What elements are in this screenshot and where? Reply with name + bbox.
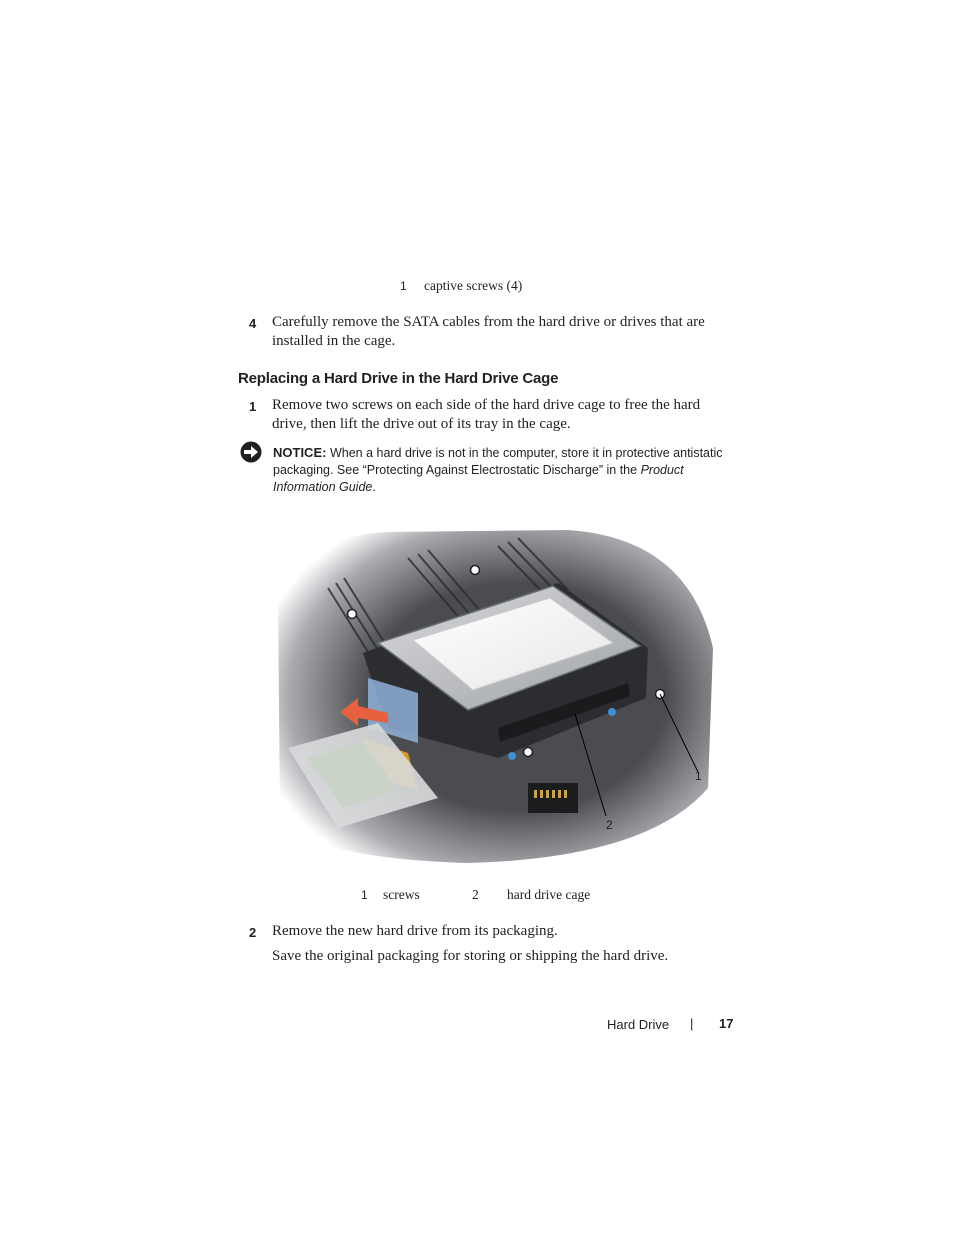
callout-2-number: 2 (606, 818, 613, 832)
notice-line-3-italic: Information Guide (273, 480, 373, 494)
step-4-text (272, 313, 742, 351)
notice-line-2-italic: Product (640, 463, 684, 477)
notice-line-1: When a hard drive is not in the computer, store it in protective antistatic (329, 446, 723, 460)
notice-arrow-icon (240, 441, 262, 463)
step-4-line-2: installed in the cage. (272, 333, 396, 349)
caption-item-2-text: hard drive cage (507, 887, 591, 902)
caption-item-1-number: 1 (361, 888, 368, 902)
step-1-text (272, 396, 742, 434)
caption-item-2-number: 2 (472, 887, 479, 902)
footer-section-title: Hard Drive (607, 1017, 670, 1032)
notice-label: NOTICE: (273, 445, 327, 460)
step-1-number: 1 (249, 399, 257, 414)
screw-icon (348, 610, 357, 619)
notice-text (273, 444, 743, 496)
step-2-text: Remove the new hard drive from its packaging. (272, 923, 558, 939)
step-2-subtext: Save the original packaging for storing or shipping the hard drive. (272, 948, 669, 964)
blue-screw-icon (608, 708, 616, 716)
section-heading: Replacing a Hard Drive in the Hard Drive Cage (238, 370, 559, 387)
step-4-line-1: Carefully remove the SATA cables from the hard drive or drives that are (272, 314, 705, 330)
step-4-number: 4 (249, 316, 257, 331)
callout-1-number: 1 (695, 769, 702, 783)
hard-drive-cage-illustration (268, 528, 718, 866)
notice-line-3-suffix: . (372, 480, 376, 494)
step-2-number: 2 (249, 925, 257, 940)
notice-line-2: packaging. See “Protecting Against Electrostatic Discharge” in the (273, 463, 641, 477)
screw-icon (471, 566, 480, 575)
illustration-svg (268, 528, 718, 866)
caption-item-1-text: screws (383, 887, 420, 902)
top-caption-text: captive screws (4) (424, 278, 523, 293)
footer-separator: | (690, 1016, 694, 1031)
blue-screw-icon (508, 752, 516, 760)
page-number: 17 (719, 1016, 734, 1031)
screw-icon (524, 748, 533, 757)
step-1-line-2: drive, then lift the drive out of its tray in the cage. (272, 416, 571, 432)
step-1-line-1: Remove two screws on each side of the hard drive cage to free the hard (272, 397, 701, 413)
top-caption-number: 1 (400, 279, 407, 293)
